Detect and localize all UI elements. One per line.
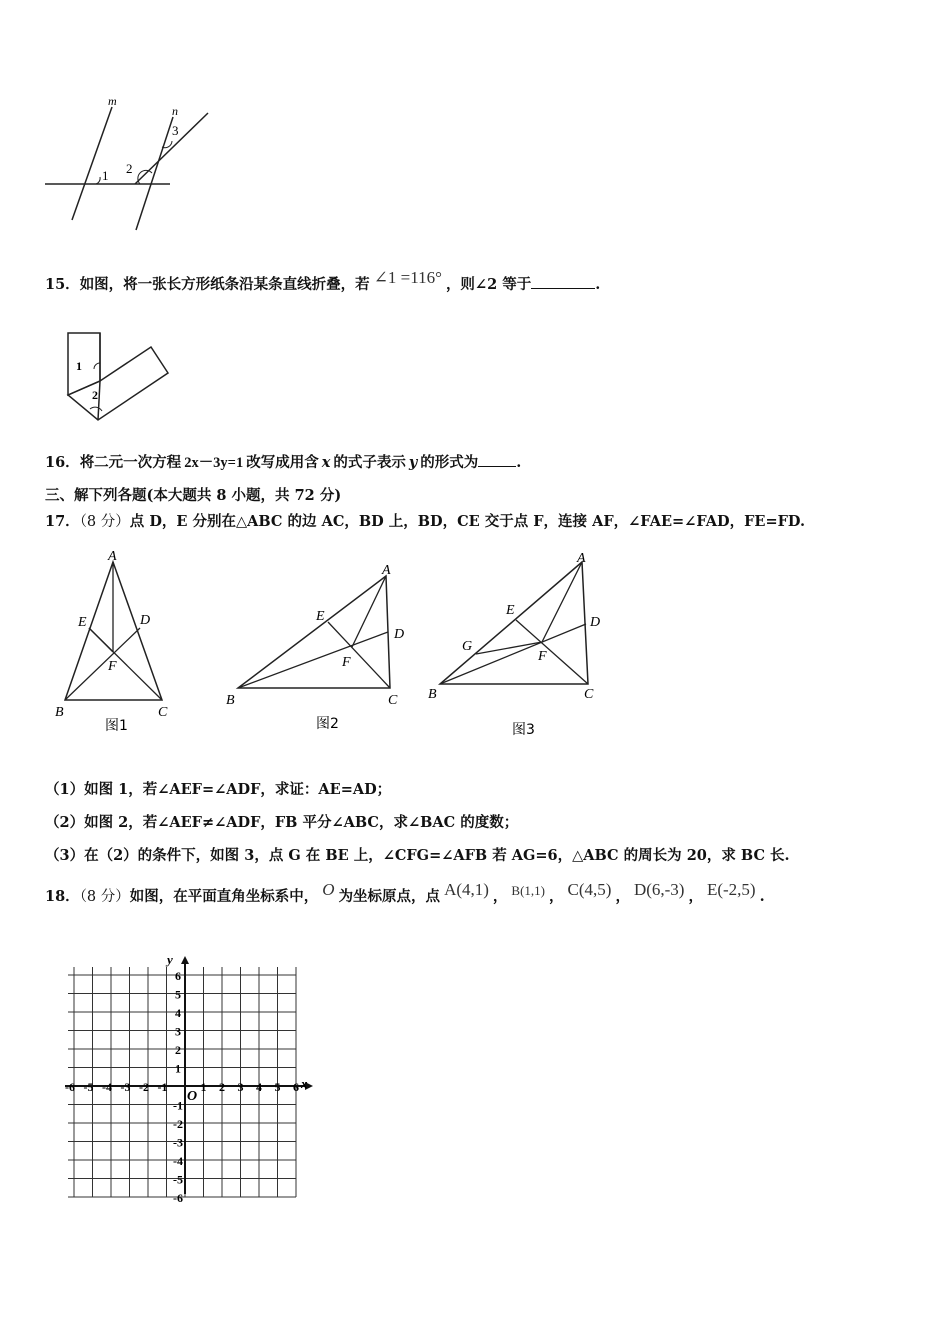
triangle-abc	[238, 576, 390, 688]
y-axis-arrow	[181, 956, 189, 964]
q15-end: .	[595, 276, 601, 293]
q18-sep-1: ，	[492, 888, 508, 905]
paper-strip-folded	[68, 347, 168, 420]
y-tick-label: -5	[173, 1172, 183, 1187]
q18-point-c: C(4,5)	[567, 880, 612, 899]
q18-score: （8 分）	[79, 889, 130, 905]
y-axis-label: y	[167, 952, 173, 967]
q17-figure-3	[420, 548, 615, 743]
label-3: 3	[172, 123, 179, 138]
q18-end: .	[759, 888, 765, 905]
q18-sep-4: ，	[688, 888, 703, 905]
segment-af	[542, 562, 582, 642]
q18-text-a: 如图，在平面直角坐标系中，	[129, 888, 319, 905]
q17-text: 点 D，E 分别在△ABC 的边 AC，BD 上，BD，CE 交于点 F，连接 AF，∠FAE=∠FAD，FE=FD.	[129, 513, 805, 530]
q16-end: .	[516, 454, 522, 471]
y-tick-label: 6	[175, 969, 181, 983]
segment-bd	[440, 624, 586, 684]
q16-equation: 2x－3y=1	[184, 455, 244, 471]
segment-bd	[238, 632, 388, 688]
x-tick-label: 6	[293, 1080, 299, 1094]
label-2: 2	[92, 388, 98, 402]
line-m	[72, 107, 112, 220]
label-c: C	[584, 687, 594, 702]
line-n	[136, 117, 173, 230]
q18-number: 18．	[45, 888, 80, 905]
x-tick-label: -6	[65, 1080, 75, 1094]
label-c: C	[388, 693, 398, 708]
segment-bd	[65, 628, 140, 700]
q18-text-b: 为坐标原点，点	[338, 888, 441, 905]
q18-point-a: A(4,1)	[444, 880, 489, 899]
q15-text-a: 如图，将一张长方形纸条沿某条直线折叠，若	[79, 276, 370, 293]
x-tick-label: -5	[83, 1080, 94, 1094]
q18-point-e: E(-2,5)	[706, 880, 756, 899]
q17-figure-1	[45, 548, 185, 738]
q16-number: 16．	[45, 454, 80, 471]
q17-number: 17．	[45, 513, 80, 530]
q18-sep-2: ，	[549, 888, 564, 905]
paper-strip-vertical	[68, 333, 100, 395]
q18-sep-3: ，	[615, 888, 630, 905]
q15-answer-blank[interactable]	[531, 288, 595, 289]
label-a: A	[577, 551, 586, 566]
y-tick-label: 4	[175, 1006, 181, 1020]
angle-1-arc	[94, 363, 100, 369]
x-tick-label: 4	[256, 1080, 262, 1094]
figure-1-caption: 图1	[105, 718, 128, 734]
q16-var-x: x	[321, 454, 331, 471]
x-axis-label: x	[301, 1076, 308, 1091]
angle-2-arc	[90, 407, 102, 411]
label-n: n	[172, 104, 178, 118]
q17-score: （8 分）	[79, 514, 130, 530]
y-tick-label: -4	[173, 1154, 183, 1168]
label-m: m	[108, 95, 117, 108]
triangle-abc	[440, 562, 588, 684]
label-d: D	[140, 613, 151, 628]
y-tick-label: 2	[175, 1043, 181, 1057]
q17-part-3: （3）在（2）的条件下，如图 3，点 G 在 BE 上，∠CFG=∠AFB 若 AG=6，△ABC 的周长为 20，求 BC 长.	[45, 847, 790, 864]
x-tick-label: -3	[120, 1080, 131, 1094]
y-tick-label: -1	[173, 1098, 183, 1113]
x-tick-label: 3	[237, 1080, 244, 1094]
x-tick-label: 5	[274, 1080, 281, 1094]
fold-edge	[98, 381, 100, 420]
label-e: E	[506, 603, 515, 618]
q15-text-b: ，则∠2 等于	[445, 276, 532, 293]
q16-text-a: 将二元一次方程	[79, 454, 182, 471]
y-tick-label: -3	[173, 1135, 183, 1150]
x-tick-label: -1	[157, 1080, 168, 1094]
y-tick-label: -2	[173, 1117, 183, 1131]
x-tick-label: 1	[200, 1080, 207, 1094]
q16-answer-blank[interactable]	[478, 466, 516, 467]
label-f: F	[538, 649, 547, 664]
label-c: C	[158, 705, 168, 720]
segment-ce	[516, 620, 588, 684]
label-e: E	[316, 609, 325, 624]
label-f: F	[342, 655, 351, 670]
figure-2-caption: 图2	[316, 716, 339, 732]
q18-coordinate-grid	[55, 948, 325, 1203]
q17-part-1: （1）如图 1，若∠AEF=∠ADF，求证：AE=AD；	[45, 781, 392, 798]
q14-figure	[40, 95, 230, 240]
q17-figure-2	[220, 560, 415, 740]
q15-number: 15．	[45, 276, 80, 293]
q16-line	[45, 453, 521, 473]
q15-figure	[58, 325, 188, 425]
label-e: E	[78, 615, 87, 630]
q18-origin: O	[322, 880, 335, 899]
q17-line	[45, 512, 805, 532]
q16-text-b: 改写成用含	[246, 454, 319, 471]
axes	[65, 952, 313, 1194]
label-d: D	[394, 627, 405, 642]
q16-text-c: 的式子表示	[333, 454, 406, 471]
q15-angle-expr: ∠1 =116°	[373, 268, 442, 287]
y-tick-label: 1	[175, 1061, 181, 1076]
figure-3-caption: 图3	[512, 722, 535, 738]
q16-text-d: 的形式为	[420, 454, 479, 471]
label-a: A	[108, 549, 117, 564]
q15-line	[45, 268, 601, 295]
label-1: 1	[102, 168, 109, 183]
label-b: B	[55, 705, 64, 720]
q18-line	[45, 880, 765, 907]
segment-af	[352, 576, 386, 647]
angle-1-arc	[96, 177, 100, 184]
label-b: B	[428, 687, 437, 702]
label-g: G	[462, 639, 473, 654]
label-b: B	[226, 693, 235, 708]
x-tick-label: -4	[102, 1080, 112, 1094]
q17-part-2: （2）如图 2，若∠AEF≠∠ADF，FB 平分∠ABC，求∠BAC 的度数；	[45, 814, 519, 831]
q18-point-d: D(6,-3)	[633, 880, 685, 899]
q18-point-b: B(1,1)	[511, 883, 546, 898]
angle-2-arc	[138, 170, 152, 184]
label-d: D	[590, 615, 601, 630]
q16-var-y: y	[408, 454, 418, 471]
y-tick-label: -6	[173, 1191, 183, 1203]
y-tick-label: 5	[175, 987, 181, 1002]
label-a: A	[382, 563, 391, 578]
y-tick-label: 3	[175, 1024, 181, 1039]
label-f: F	[108, 659, 117, 674]
segment-ef	[89, 628, 113, 652]
label-2: 2	[126, 161, 133, 176]
origin-label: O	[187, 1089, 198, 1104]
label-1: 1	[76, 359, 82, 373]
section-3-heading: 三、解下列各题(本大题共 8 小题，共 72 分)	[45, 487, 342, 504]
x-tick-label: -2	[139, 1080, 149, 1094]
x-tick-label: 2	[219, 1080, 225, 1094]
